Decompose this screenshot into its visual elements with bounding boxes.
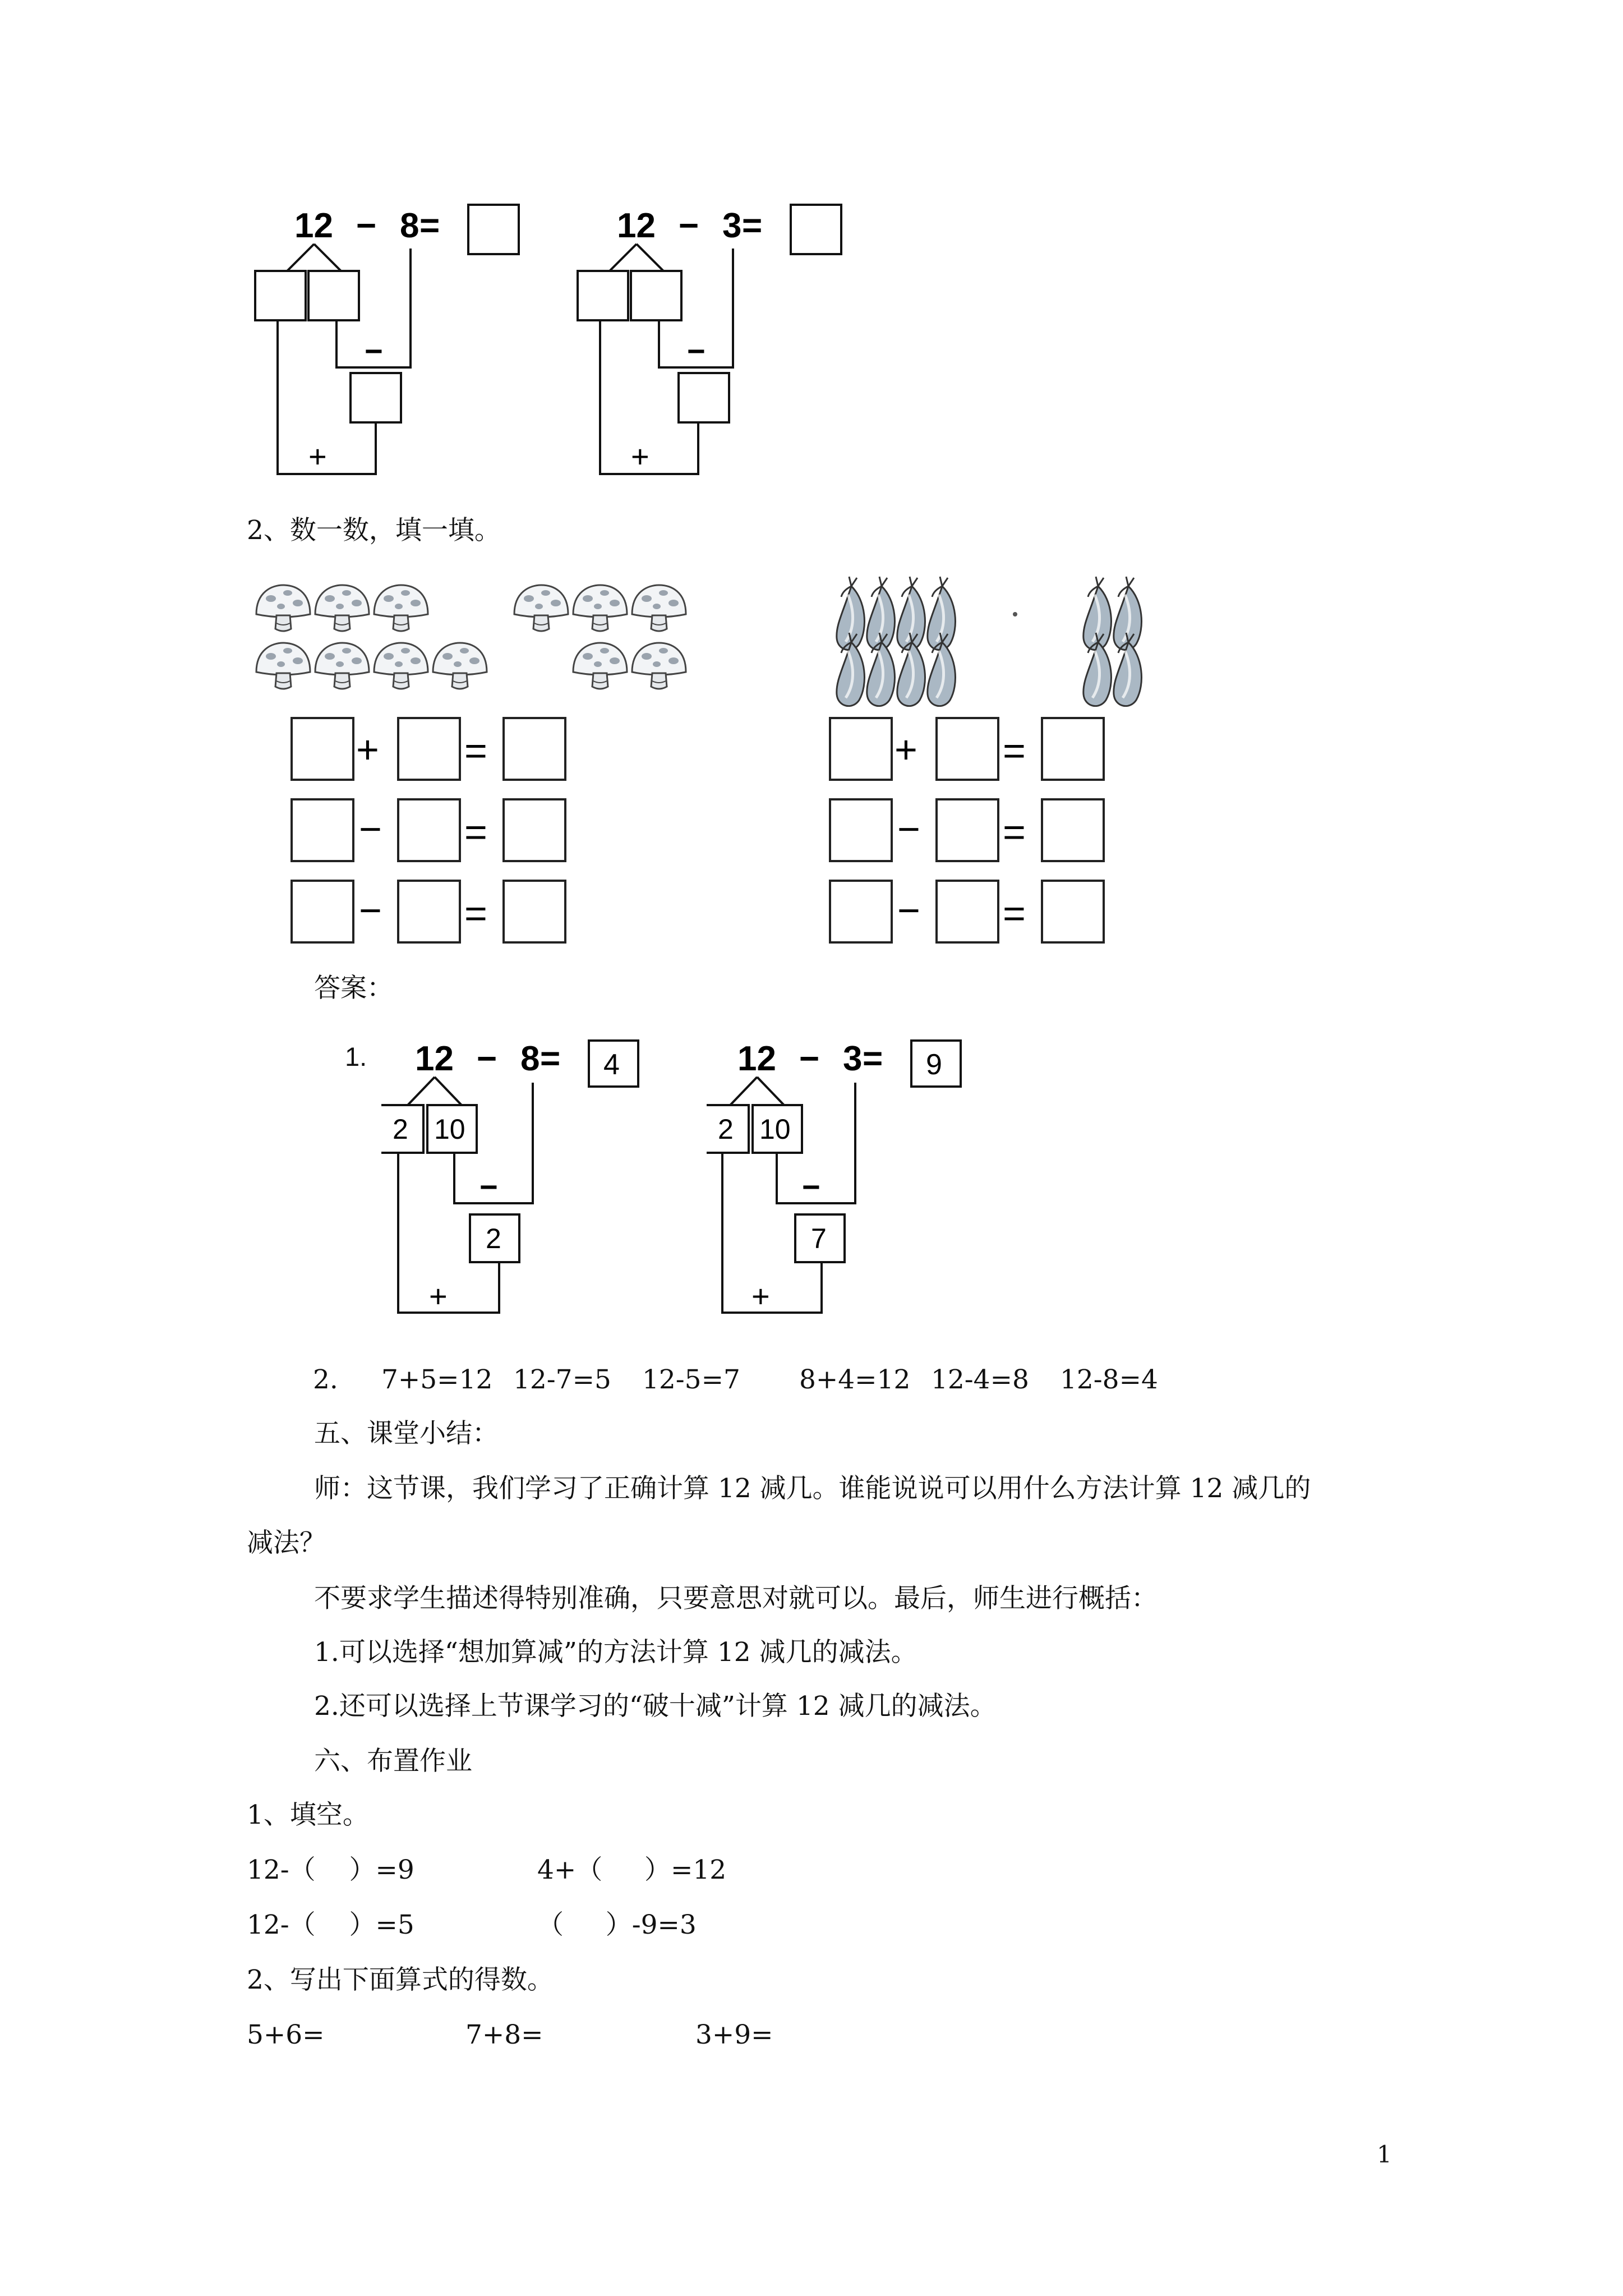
calc-item: 7+8= [465, 2019, 543, 2050]
dot [1013, 612, 1017, 616]
equation-row-1 [830, 718, 1104, 780]
op-minus: − [687, 333, 706, 369]
summary-paragraph-2: 不要求学生描述得特别准确，只要意思对就可以。最后，师生进行概括： [314, 1583, 1158, 1614]
blank-box [830, 881, 892, 942]
operator: − [897, 889, 920, 932]
blank-box [504, 799, 565, 861]
summary-heading: 五、课堂小结： [314, 1418, 499, 1449]
answer-equation: 12-8=4 [1060, 1364, 1158, 1395]
subtract-value: 7 [811, 1223, 827, 1254]
equals: = [1003, 810, 1026, 854]
calc-item: 5+6= [247, 2019, 325, 2050]
split-box-a [255, 271, 306, 320]
answer-diagram-1 [381, 1032, 673, 1324]
equals-sign: = [419, 206, 440, 245]
mushroom-icon [374, 643, 428, 689]
blank-box [398, 718, 460, 780]
blank-box [937, 799, 998, 861]
operator: + [356, 728, 379, 771]
answer-equation: 12-7=5 [513, 1364, 611, 1395]
op-minus: − [802, 1169, 820, 1204]
operator: − [359, 807, 382, 851]
exercise2-title: 2、数一数，填一填。 [247, 515, 501, 546]
exercise1-diagram-1 [247, 199, 538, 485]
operator: + [895, 728, 917, 771]
mushroom-equation-grid [286, 712, 578, 948]
op-minus: − [479, 1169, 498, 1204]
result-box [468, 205, 519, 254]
op-minus: − [365, 333, 383, 369]
mushroom-picture [252, 578, 701, 696]
summary-point-1: 1.可以选择“想加算减”的方法计算 12 减几的减法。 [314, 1637, 917, 1668]
equation-row-3 [292, 881, 565, 942]
split-lines [408, 1077, 462, 1105]
homework-heading: 六、布置作业 [314, 1746, 472, 1777]
equals-sign: = [540, 1039, 561, 1078]
subtract-box [679, 373, 729, 422]
equals: = [464, 729, 487, 772]
blank-box [1042, 799, 1104, 861]
summary-point-2: 2.还可以选择上节课学习的“破十减”计算 12 减几的减法。 [314, 1691, 997, 1722]
fill-blank-item: （ ）-9=3 [537, 1910, 697, 1940]
result-value: 4 [603, 1048, 620, 1081]
mushroom-icon [573, 643, 627, 689]
minuend: 12 [617, 206, 656, 245]
result-box [791, 205, 841, 254]
result-value: 9 [926, 1048, 942, 1081]
mushroom-icon [632, 585, 686, 631]
split-value-b: 10 [759, 1114, 791, 1145]
answers-heading: 答案： [314, 973, 393, 1004]
subtrahend: 8 [520, 1039, 540, 1078]
subtract-box [351, 373, 401, 422]
op-plus: + [751, 1278, 770, 1314]
answer-number-2: 2. [313, 1364, 338, 1395]
mushroom-icon [315, 585, 369, 631]
blank-box [292, 799, 353, 861]
equals-sign: = [863, 1039, 883, 1078]
answer-number-1: 1. [345, 1042, 367, 1071]
blank-box [830, 799, 892, 861]
equals: = [464, 810, 487, 854]
eggplant-equation-grid [824, 712, 1116, 948]
blank-box [1042, 718, 1104, 780]
split-box-b [308, 271, 359, 320]
page-number: 1 [1377, 2141, 1392, 2168]
fill-blank-item: 12-（ ）=5 [247, 1910, 414, 1940]
blank-box [292, 718, 353, 780]
mushroom-icon [374, 585, 428, 631]
blank-box [292, 881, 353, 942]
homework-q1-title: 1、填空。 [247, 1800, 369, 1830]
split-value-a: 2 [718, 1114, 734, 1145]
split-value-b: 10 [434, 1114, 465, 1145]
blank-box [937, 881, 998, 942]
mushroom-icon [632, 643, 686, 689]
blank-box [504, 718, 565, 780]
op-plus: + [631, 439, 649, 474]
operator: − [897, 807, 920, 851]
blank-box [830, 718, 892, 780]
equals: = [464, 891, 487, 935]
answer-equation: 8+4=12 [799, 1364, 911, 1395]
fill-blank-item: 4+（ ）=12 [537, 1855, 727, 1885]
eggplant-picture [830, 572, 1166, 707]
blank-box [937, 718, 998, 780]
homework-q2-title: 2、写出下面算式的得数。 [247, 1964, 554, 1995]
split-box-b [631, 271, 681, 320]
mushroom-icon [256, 585, 310, 631]
minuend: 12 [737, 1039, 776, 1078]
subtrahend: 8 [400, 206, 419, 245]
split-lines [730, 1077, 784, 1105]
subtract-value: 2 [486, 1223, 501, 1254]
equation-row-2 [292, 799, 565, 861]
minus-sign: − [799, 1039, 820, 1078]
blank-box [1042, 881, 1104, 942]
equals-sign: = [742, 206, 763, 245]
split-value-a: 2 [393, 1114, 408, 1145]
equation-row-2 [830, 799, 1104, 861]
minus-sign: − [356, 206, 377, 245]
operator: − [359, 889, 382, 932]
blank-box [398, 799, 460, 861]
fill-blank-item: 12-（ ）=9 [247, 1855, 414, 1885]
minuend: 12 [294, 206, 333, 245]
summary-paragraph-line2: 减法？ [247, 1527, 326, 1558]
equals: = [1003, 729, 1026, 772]
blank-box [504, 881, 565, 942]
minus-sign: − [477, 1039, 497, 1078]
answer-equation: 12-4=8 [931, 1364, 1029, 1395]
split-lines [287, 244, 341, 271]
mushroom-icon [514, 585, 568, 631]
mushroom-icon [256, 643, 310, 689]
summary-paragraph-line1: 师：这节课，我们学习了正确计算 12 减几。谁能说说可以用什么方法计算 12 减几的 [314, 1473, 1311, 1504]
calc-item: 3+9= [695, 2019, 773, 2050]
op-plus: + [429, 1278, 448, 1314]
mushroom-icon [573, 585, 627, 631]
split-box-a [578, 271, 628, 320]
split-lines [610, 244, 663, 271]
equation-row-1 [292, 718, 565, 780]
answer-diagram-2 [707, 1032, 998, 1324]
minuend: 12 [415, 1039, 454, 1078]
subtrahend: 3 [722, 206, 742, 245]
equals: = [1003, 891, 1026, 935]
op-plus: + [308, 439, 327, 474]
blank-box [398, 881, 460, 942]
equation-row-3 [830, 881, 1104, 942]
answer-equation: 12-5=7 [642, 1364, 740, 1395]
mushroom-icon [315, 643, 369, 689]
exercise1-diagram-2 [572, 199, 864, 485]
answer-equation: 7+5=12 [381, 1364, 493, 1395]
minus-sign: − [679, 206, 699, 245]
mushroom-icon [433, 643, 487, 689]
subtrahend: 3 [843, 1039, 863, 1078]
